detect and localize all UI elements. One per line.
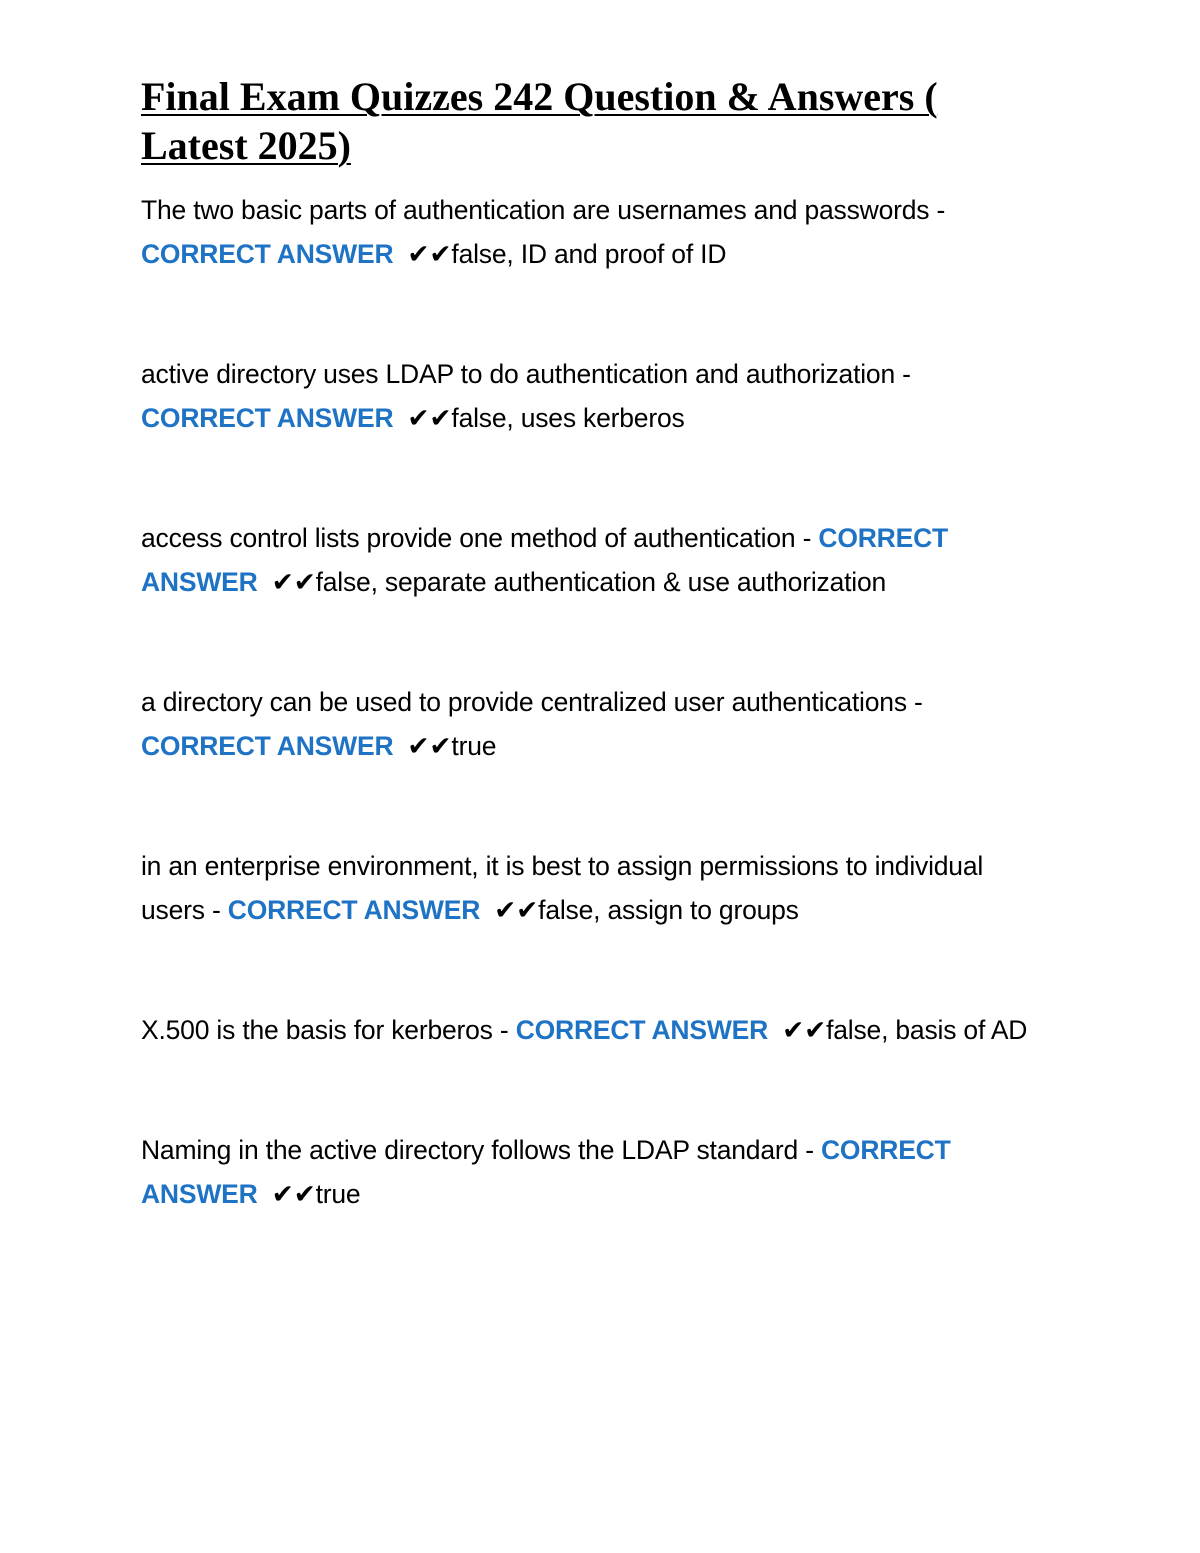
check-marks-icon: ✔✔	[494, 895, 539, 925]
correct-answer-label: CORRECT ANSWER	[141, 523, 949, 597]
question-text: Naming in the active directory follows the LDAP standard -	[141, 1135, 821, 1165]
qa-item	[141, 188, 1041, 276]
qa-item	[141, 352, 1041, 440]
qa-list	[141, 188, 1041, 1216]
question-text: The two basic parts of authentication are usernames and passwords -	[141, 195, 946, 225]
correct-answer-label: CORRECT ANSWER	[141, 239, 394, 269]
answer-text: true	[451, 731, 497, 761]
qa-item	[141, 680, 1041, 768]
correct-answer-label: CORRECT ANSWER	[141, 731, 394, 761]
qa-item	[141, 1128, 1041, 1216]
qa-item	[141, 516, 1041, 604]
answer-text: false, ID and proof of ID	[451, 239, 727, 269]
question-text: in an enterprise environment, it is best to assign permissions to individual users -	[141, 851, 984, 925]
check-marks-icon: ✔✔	[271, 1179, 316, 1209]
answer-text: false, basis of AD	[826, 1015, 1028, 1045]
correct-answer-label: CORRECT ANSWER	[515, 1015, 769, 1045]
answer-text: true	[315, 1179, 361, 1209]
check-marks-icon: ✔✔	[407, 239, 452, 269]
document-title: Final Exam Quizzes 242 Question & Answers ( Latest 2025)	[141, 74, 938, 168]
answer-text: false, separate authentication & use authorization	[315, 567, 887, 597]
question-text: active directory uses LDAP to do authentication and authorization -	[141, 359, 911, 389]
check-marks-icon: ✔✔	[407, 731, 452, 761]
question-text: a directory can be used to provide centralized user authentications -	[141, 687, 923, 717]
check-marks-icon: ✔✔	[407, 403, 452, 433]
answer-text: false, assign to groups	[538, 895, 799, 925]
document-page	[141, 72, 1041, 1292]
qa-item	[141, 844, 1041, 932]
answer-text: false, uses kerberos	[451, 403, 685, 433]
check-marks-icon: ✔✔	[271, 567, 316, 597]
correct-answer-label: CORRECT ANSWER	[227, 895, 481, 925]
qa-item	[141, 1008, 1041, 1052]
check-marks-icon: ✔✔	[782, 1015, 827, 1045]
correct-answer-label: CORRECT ANSWER	[141, 1135, 951, 1209]
question-text: X.500 is the basis for kerberos -	[141, 1015, 516, 1045]
question-text: access control lists provide one method of authentication -	[141, 523, 819, 553]
correct-answer-label: CORRECT ANSWER	[141, 403, 394, 433]
